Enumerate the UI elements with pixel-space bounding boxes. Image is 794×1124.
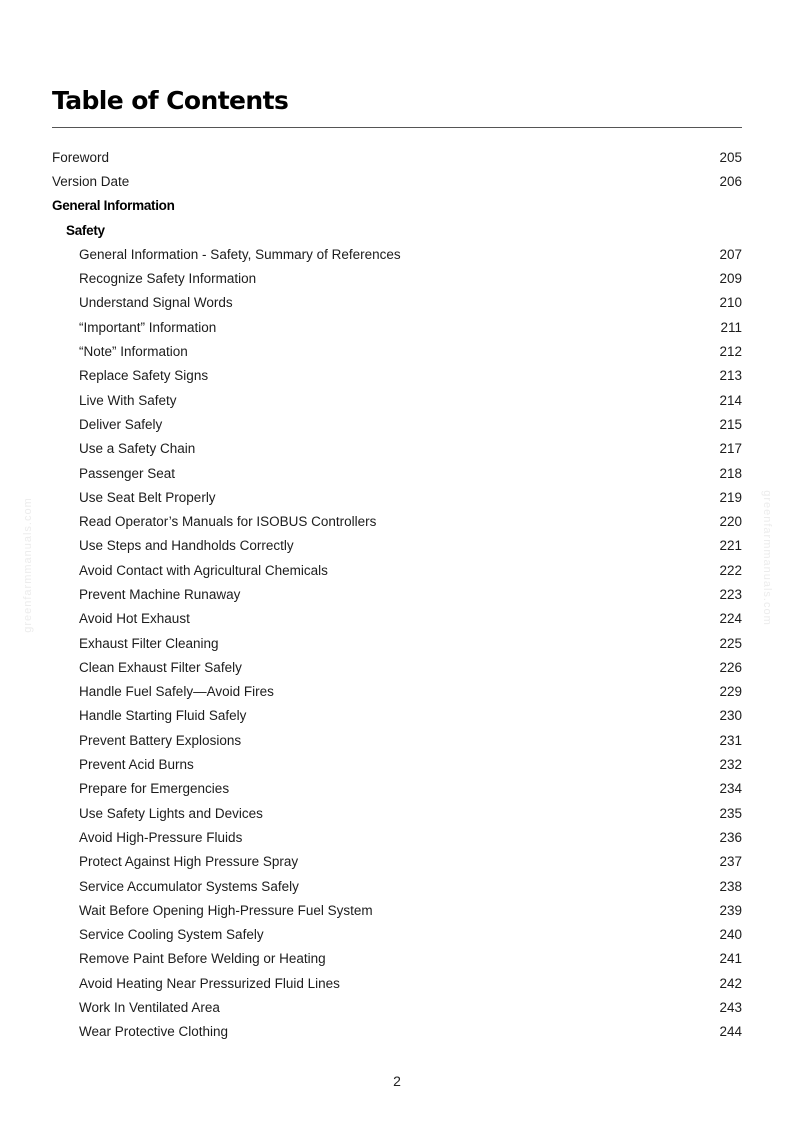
toc-entry[interactable] bbox=[52, 412, 742, 436]
toc-entry-title: Protect Against High Pressure Spray bbox=[79, 854, 299, 870]
toc-entry-title: Understand Signal Words bbox=[79, 295, 233, 311]
toc-entry-title: Read Operator’s Manuals for ISOBUS Controllers bbox=[79, 514, 377, 530]
toc-entry-page-number: 223 bbox=[719, 586, 742, 602]
toc-entry-title: Service Cooling System Safely bbox=[79, 927, 264, 943]
toc-entry[interactable] bbox=[52, 898, 742, 922]
toc-entry-title: Avoid Contact with Agricultural Chemicals bbox=[79, 562, 328, 578]
toc-entry-title: Prevent Machine Runaway bbox=[79, 586, 241, 602]
toc-entry-page-number: 244 bbox=[719, 1024, 742, 1040]
toc-entry[interactable] bbox=[52, 874, 742, 898]
watermark-right: greenfarmmanuals.com bbox=[761, 490, 773, 626]
toc-entry[interactable] bbox=[52, 291, 742, 315]
title-divider bbox=[52, 127, 742, 128]
page-number: 2 bbox=[393, 1073, 401, 1089]
toc-entry-page-number: 219 bbox=[719, 489, 742, 505]
toc-entry[interactable] bbox=[52, 582, 742, 606]
toc-entry[interactable] bbox=[52, 631, 742, 655]
toc-entry-title: Clean Exhaust Filter Safely bbox=[79, 659, 242, 675]
toc-entry-page-number: 209 bbox=[719, 271, 742, 287]
toc-entry-page-number: 220 bbox=[719, 514, 742, 530]
toc-entry-page-number: 243 bbox=[719, 1000, 742, 1016]
toc-entry[interactable] bbox=[52, 509, 742, 533]
toc-entry-page-number: 241 bbox=[719, 951, 742, 967]
toc-entry[interactable] bbox=[52, 728, 742, 752]
toc-entry-page-number: 242 bbox=[719, 975, 742, 991]
toc-entry-title: Recognize Safety Information bbox=[79, 271, 257, 287]
toc-entry-page-number: 218 bbox=[719, 465, 742, 481]
toc-entry[interactable] bbox=[52, 242, 742, 266]
toc-entry[interactable] bbox=[52, 364, 742, 388]
toc-entry-title: Avoid Heating Near Pressurized Fluid Lines bbox=[79, 975, 340, 991]
toc-entry-page-number: 214 bbox=[719, 392, 742, 408]
toc-entry-title: General Information bbox=[52, 198, 175, 214]
toc-entry-page-number: 236 bbox=[719, 829, 742, 845]
toc-entry-title: Handle Starting Fluid Safely bbox=[79, 708, 247, 724]
toc-entry-title: Avoid Hot Exhaust bbox=[79, 611, 190, 627]
toc-entry[interactable] bbox=[52, 995, 742, 1019]
toc-entry[interactable] bbox=[52, 801, 742, 825]
toc-entry[interactable] bbox=[52, 825, 742, 849]
toc-entry[interactable] bbox=[52, 339, 742, 363]
toc-entry[interactable] bbox=[52, 752, 742, 776]
toc-entry-title: Version Date bbox=[52, 173, 130, 189]
toc-entry[interactable] bbox=[52, 1020, 742, 1044]
toc-entry-page-number: 230 bbox=[719, 708, 742, 724]
toc-section-heading bbox=[52, 194, 742, 218]
toc-entry-page-number: 224 bbox=[719, 611, 742, 627]
toc-entry[interactable] bbox=[52, 485, 742, 509]
toc-entry-page-number: 213 bbox=[719, 368, 742, 384]
toc-entry[interactable] bbox=[52, 534, 742, 558]
table-of-contents bbox=[52, 145, 742, 1044]
toc-entry[interactable] bbox=[52, 315, 742, 339]
toc-entry[interactable] bbox=[52, 704, 742, 728]
toc-entry[interactable] bbox=[52, 169, 742, 193]
toc-entry-title: Use Safety Lights and Devices bbox=[79, 805, 263, 821]
toc-entry-page-number: 215 bbox=[719, 416, 742, 432]
toc-entry-page-number: 222 bbox=[719, 562, 742, 578]
toc-entry-title: Exhaust Filter Cleaning bbox=[79, 635, 219, 651]
toc-entry-title: Remove Paint Before Welding or Heating bbox=[79, 951, 326, 967]
toc-entry-title: Work In Ventilated Area bbox=[79, 1000, 220, 1016]
toc-entry-page-number: 232 bbox=[719, 757, 742, 773]
toc-entry-page-number: 217 bbox=[719, 441, 742, 457]
toc-entry[interactable] bbox=[52, 971, 742, 995]
toc-entry[interactable] bbox=[52, 777, 742, 801]
toc-entry-page-number: 238 bbox=[719, 878, 742, 894]
toc-entry-title: Prepare for Emergencies bbox=[79, 781, 230, 797]
toc-entry-title: Passenger Seat bbox=[79, 465, 176, 481]
toc-entry[interactable] bbox=[52, 461, 742, 485]
toc-section-heading bbox=[52, 218, 742, 242]
toc-entry[interactable] bbox=[52, 266, 742, 290]
toc-entry-title: Use a Safety Chain bbox=[79, 441, 196, 457]
toc-entry-title: General Information - Safety, Summary of References bbox=[79, 246, 401, 262]
toc-entry-page-number: 239 bbox=[719, 902, 742, 918]
toc-entry[interactable] bbox=[52, 947, 742, 971]
toc-entry[interactable] bbox=[52, 680, 742, 704]
toc-entry-title: Prevent Acid Burns bbox=[79, 757, 194, 773]
toc-entry-page-number: 206 bbox=[719, 173, 742, 189]
toc-entry-page-number: 235 bbox=[719, 805, 742, 821]
toc-entry-page-number: 210 bbox=[719, 295, 742, 311]
toc-entry-title: Handle Fuel Safely—Avoid Fires bbox=[79, 684, 274, 700]
toc-entry-title: Safety bbox=[66, 222, 105, 238]
toc-entry-title: Avoid High-Pressure Fluids bbox=[79, 829, 243, 845]
toc-entry-title: Service Accumulator Systems Safely bbox=[79, 878, 299, 894]
toc-entry[interactable] bbox=[52, 145, 742, 169]
toc-entry-page-number: 207 bbox=[719, 246, 742, 262]
toc-entry-page-number: 234 bbox=[719, 781, 742, 797]
toc-entry-title: Use Steps and Handholds Correctly bbox=[79, 538, 294, 554]
toc-entry-title: “Note” Information bbox=[79, 344, 188, 360]
toc-entry-title: Foreword bbox=[52, 149, 110, 165]
toc-entry-page-number: 231 bbox=[719, 732, 742, 748]
toc-entry-title: Live With Safety bbox=[79, 392, 177, 408]
toc-entry-title: Replace Safety Signs bbox=[79, 368, 209, 384]
toc-entry-page-number: 212 bbox=[719, 344, 742, 360]
toc-entry[interactable] bbox=[52, 437, 742, 461]
toc-entry-page-number: 237 bbox=[719, 854, 742, 870]
toc-entry[interactable] bbox=[52, 558, 742, 582]
toc-entry-title: Deliver Safely bbox=[79, 416, 163, 432]
toc-entry-title: “Important” Information bbox=[79, 319, 217, 335]
toc-entry[interactable] bbox=[52, 923, 742, 947]
toc-entry-title: Use Seat Belt Properly bbox=[79, 489, 216, 505]
toc-entry-title: Wear Protective Clothing bbox=[79, 1024, 229, 1040]
toc-entry-title: Wait Before Opening High-Pressure Fuel System bbox=[79, 902, 373, 918]
toc-entry[interactable] bbox=[52, 655, 742, 679]
toc-entry-page-number: 205 bbox=[719, 149, 742, 165]
toc-entry-page-number: 226 bbox=[719, 659, 742, 675]
toc-entry-page-number: 240 bbox=[719, 927, 742, 943]
toc-entry-page-number: 229 bbox=[719, 684, 742, 700]
toc-entry-title: Prevent Battery Explosions bbox=[79, 732, 242, 748]
toc-entry-page-number: 211 bbox=[720, 319, 742, 335]
toc-entry[interactable] bbox=[52, 607, 742, 631]
toc-entry[interactable] bbox=[52, 388, 742, 412]
toc-entry-page-number: 225 bbox=[719, 635, 742, 651]
page-title: Table of Contents bbox=[52, 86, 289, 115]
toc-entry[interactable] bbox=[52, 850, 742, 874]
watermark-left: greenfarmmanuals.com bbox=[22, 497, 34, 633]
toc-entry-page-number: 221 bbox=[719, 538, 742, 554]
